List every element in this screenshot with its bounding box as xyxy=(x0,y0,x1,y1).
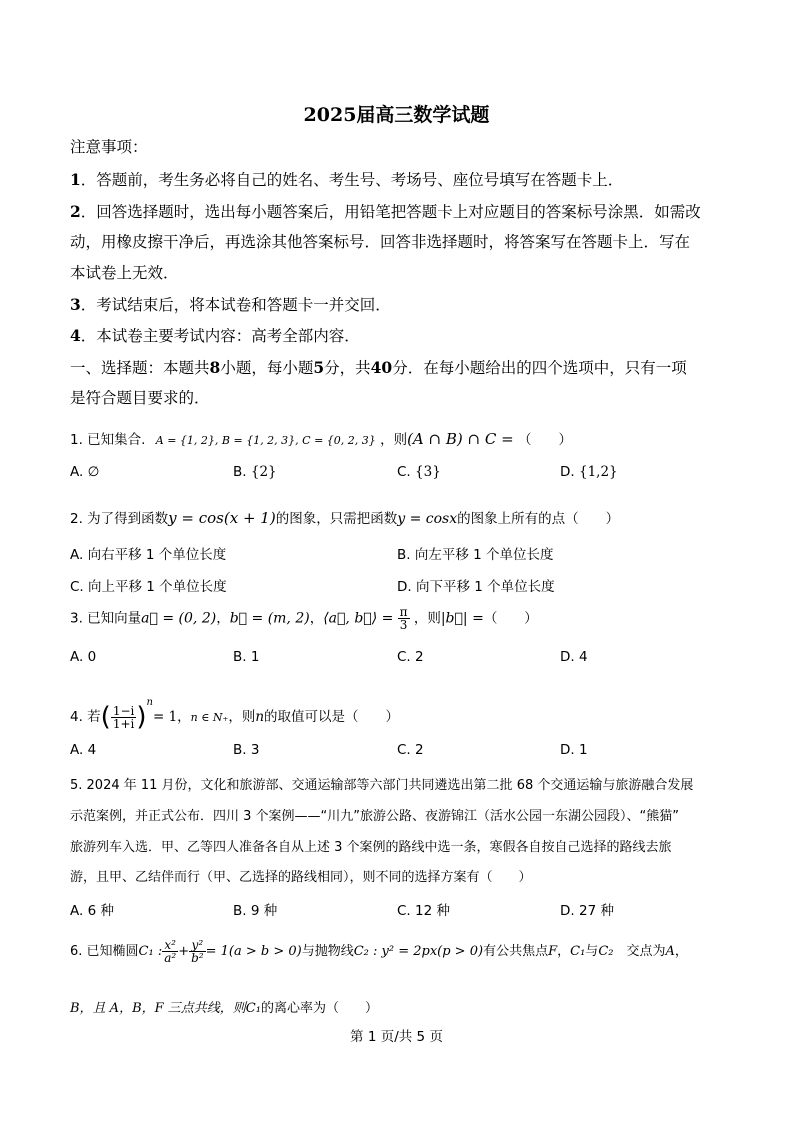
section-heading-cont: 是符合题目要求的． xyxy=(70,389,210,407)
notice-item-4: 4．本试卷主要考试内容：高考全部内容． xyxy=(70,326,360,345)
q3-option-d[interactable]: D. 4 xyxy=(560,649,588,665)
q2-option-c[interactable]: C. 向上平移 1 个单位长度 xyxy=(70,579,227,595)
question-3: 3. 已知向量a⃗ = (0, 2)，b⃗ = (m, 2)，⟨a⃗, b⃗⟩ = $\frac{\pi}{3}$ ，则|b⃗| =（ ） xyxy=(70,605,538,632)
fraction-1mi-1pi: $\frac{1-i}{1+i}$ xyxy=(112,703,135,731)
q1-option-b[interactable]: B. {2} xyxy=(233,464,277,480)
notice-item-2: 2．回答选择题时，选出每小题答案后，用铅笔把答题卡上对应题目的答案标号涂黑．如需改 xyxy=(70,202,701,221)
question-5-line-3: 旅游列车入选．甲、乙等四人准备各自从上述 3 个案例的路线中选一条，寒假各自按自己选择的路线去旅 xyxy=(70,840,672,855)
q5-option-a[interactable]: A. 6 种 xyxy=(70,903,114,919)
question-6-line-1: 6. 已知椭圆C₁ : $\frac{\text{x²}}{\text{a²}}$ + $\frac{\text{y²}}{\text{b²}}$ = 1(a > b > 0)与抛物线C₂ : y² = 2px(p > 0)有公共焦点F，C₁与C₂ 交点为A， xyxy=(70,938,688,965)
q1-option-d[interactable]: D. {1,2} xyxy=(560,464,618,480)
question-4: 4. 若( $\frac{1-i}{1+i}$ )$^n$= 1，n ∈ N₊，则n的取值可以是（ ） xyxy=(70,697,400,732)
page-title: 2025届高三数学试题 xyxy=(303,104,490,126)
question-5-line-2: 示范案例，并正式公布．四川 3 个案例——“川九”旅游公路、夜游锦江（活水公园一东湖公园段）、“熊猫” xyxy=(70,809,679,824)
notice-item-2-cont2: 本试卷上无效． xyxy=(70,264,179,282)
question-5-line-4: 游，且甲、乙结伴而行（甲、乙选择的路线相同），则不同的选择方案有（ ） xyxy=(70,870,532,885)
pi-over-3: $\frac{\pi}{3}$ xyxy=(399,605,408,632)
notice-heading: 注意事项： xyxy=(70,138,148,156)
q5-option-b[interactable]: B. 9 种 xyxy=(233,903,278,919)
page-footer: 第 1 页/共 5 页 xyxy=(350,1029,443,1045)
q4-option-d[interactable]: D. 1 xyxy=(560,742,588,758)
section-heading: 一、选择题：本题共8小题，每小题5分，共40分．在每小题给出的四个选项中，只有一项 xyxy=(70,358,687,377)
notice-item-1: 1．答题前，考生务必将自己的姓名、考生号、考场号、座位号填写在答题卡上． xyxy=(70,170,624,189)
q2-option-b[interactable]: B. 向左平移 1 个单位长度 xyxy=(397,547,554,563)
q4-option-b[interactable]: B. 3 xyxy=(233,742,260,758)
notice-item-2-cont: 动，用橡皮擦干净后，再选涂其他答案标号．回答非选择题时，将答案写在答题卡上．写在 xyxy=(70,233,691,251)
q4-option-a[interactable]: A. 4 xyxy=(70,742,97,758)
q2-option-d[interactable]: D. 向下平移 1 个单位长度 xyxy=(397,579,555,595)
q1-option-a[interactable]: A. ∅ xyxy=(70,464,100,480)
question-1: 1. 已知集合. A = {1, 2}, B = {1, 2, 3}, C = {0, 2, 3} ，则(A ∩ B) ∩ C = （ ） xyxy=(70,430,572,448)
q1-option-c[interactable]: C. {3} xyxy=(397,464,441,480)
q5-option-d[interactable]: D. 27 种 xyxy=(560,903,614,919)
q2-option-a[interactable]: A. 向右平移 1 个单位长度 xyxy=(70,547,227,563)
question-5-line-1: 5. 2024 年 11 月份，文化和旅游部、交通运输部等六部门共同遴选出第二批 68 个交通运输与旅游融合发展 xyxy=(70,778,694,793)
fraction-x2-a2: $\frac{\text{x²}}{\text{a²}}$ xyxy=(164,938,177,965)
q3-option-c[interactable]: C. 2 xyxy=(397,649,424,665)
q3-option-b[interactable]: B. 1 xyxy=(233,649,260,665)
notice-item-3: 3．考试结束后，将本试卷和答题卡一并交回． xyxy=(70,295,391,314)
q3-option-a[interactable]: A. 0 xyxy=(70,649,97,665)
question-6-line-2: B，且 A，B，F 三点共线，则C₁的离心率为（ ） xyxy=(70,1001,378,1016)
q4-option-c[interactable]: C. 2 xyxy=(397,742,424,758)
q5-option-c[interactable]: C. 12 种 xyxy=(397,903,450,919)
question-2: 2. 为了得到函数y = cos(x + 1)的图象，只需把函数y = cosx的图象上所有的点（ ） xyxy=(70,509,620,527)
fraction-y2-b2: $\frac{\text{y²}}{\text{b²}}$ xyxy=(191,938,204,965)
